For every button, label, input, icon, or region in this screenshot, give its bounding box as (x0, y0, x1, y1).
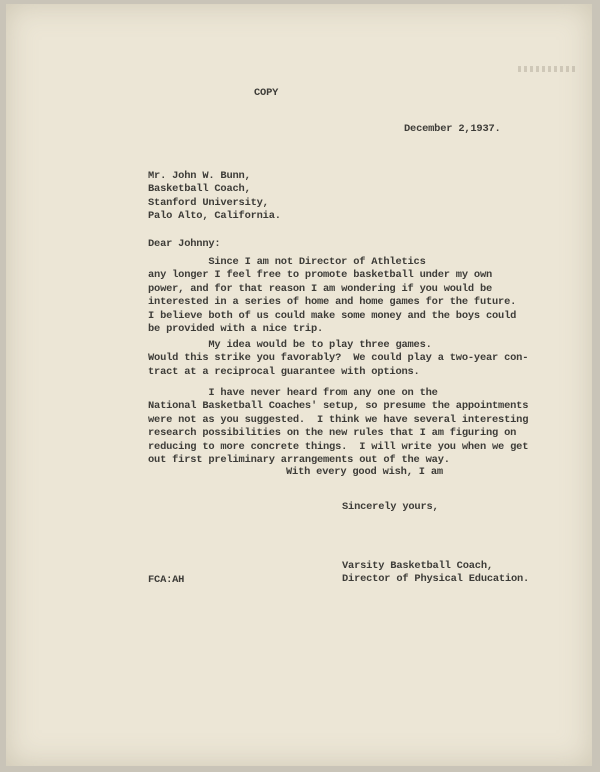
body-line: I believe both of us could make some money and the boys could (148, 309, 517, 322)
address-line: Palo Alto, California. (148, 210, 281, 223)
address-line: Stanford University, (148, 196, 269, 209)
paper-smudge (518, 66, 578, 72)
body-line: My idea would be to play three games. (148, 339, 432, 351)
address-line: Mr. John W. Bunn, (148, 170, 251, 182)
copy-label: COPY (254, 87, 279, 99)
body-line: interested in a series of home and home games for the future. (148, 296, 517, 309)
signature-block (342, 560, 529, 587)
paragraph-3 (148, 387, 528, 467)
closing: Sincerely yours, (342, 501, 439, 513)
body-line: Would this strike you favorably? We could play a two-year con- (148, 352, 529, 365)
body-line: National Basketball Coaches' setup, so presume the appointments (148, 400, 529, 413)
body-line: were not as you suggested. I think we have several interesting (148, 413, 529, 426)
body-line: Since I am not Director of Athletics (148, 256, 426, 268)
letter-page (6, 4, 592, 766)
body-line: research possibilities on the new rules that I am figuring on (148, 427, 517, 440)
signature-line: Varsity Basketball Coach, (342, 560, 493, 572)
body-line: tract at a reciprocal guarantee with options. (148, 365, 420, 378)
body-line: be provided with a nice trip. (148, 323, 324, 336)
signature-line: Director of Physical Education. (342, 573, 530, 586)
body-line: any longer I feel free to promote basketball under my own (148, 269, 493, 282)
good-wish-line: With every good wish, I am (286, 466, 443, 478)
paragraph-1 (148, 256, 516, 336)
salutation: Dear Johnny: (148, 238, 221, 250)
body-line: power, and for that reason I am wondering if you would be (148, 282, 493, 295)
typist-initials: FCA:AH (148, 574, 185, 586)
letter-date: December 2,1937. (404, 123, 501, 135)
recipient-address (148, 170, 281, 224)
body-line: out first preliminary arrangements out of the way. (148, 454, 450, 467)
paragraph-2 (148, 339, 528, 379)
address-line: Basketball Coach, (148, 183, 251, 196)
body-line: reducing to more concrete things. I will write you when we get (148, 440, 529, 453)
body-line: I have never heard from any one on the (148, 387, 438, 399)
